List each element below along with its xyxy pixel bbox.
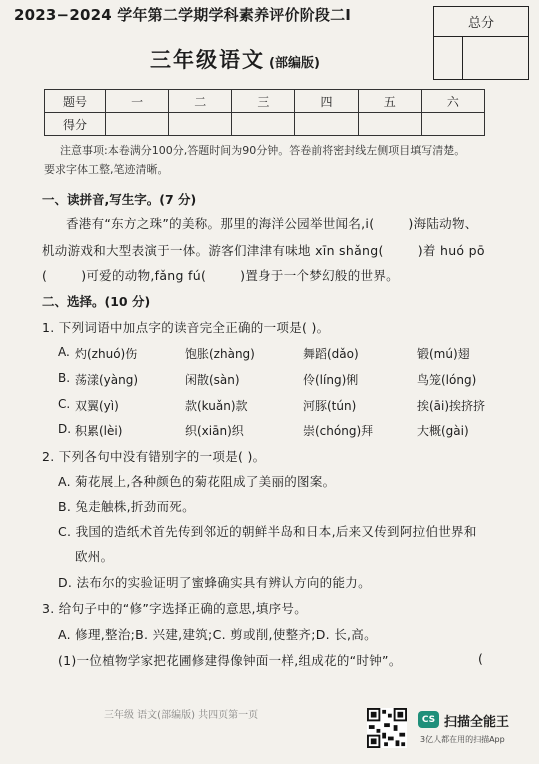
q1-option-b-item-4: 鸟笼(lóng) [417,373,477,387]
camscanner-tagline: 3亿人都在用的扫描App [420,735,505,744]
notice-line-1: 注意事项:本卷满分100分,答题时间为90分钟。答卷前将密封线左侧项目填写清楚。 [60,144,466,157]
section1-line3-text-c: )置身于一个梦幻般的世界。 [240,268,399,283]
section2-heading: 二、选择。(10 分) [42,294,151,309]
section1-line-3 [42,266,399,284]
section1-line1-text-a: 香港有“东方之珠”的美称。那里的海洋公园举世闻名,i( [66,216,375,231]
q2-option-b: B. 兔走触株,折劲而死。 [58,499,195,514]
q1-option-b-label: B. [58,371,71,385]
score-cell-q2: 二 [169,90,232,113]
score-input-q6[interactable] [421,113,484,136]
q1-option-a-item-1: 灼(zhuó)伤 [75,347,138,361]
q1-option-d-item-2: 织(xiān)织 [185,424,244,438]
score-cell-label: 得分 [45,113,106,136]
pinyin-fangfu: fǎng fú( [154,268,207,283]
q1-option-b-item-1: 荡漾(yàng) [75,373,139,387]
q1-stem: 1. 下列词语中加点字的读音完全正确的一项是( )。 [42,320,330,335]
section1-line3-text-b: )可爱的动物, [81,268,155,283]
score-table [44,89,485,136]
q2-option-d: D. 法布尔的实验证明了蜜蜂确实具有辨认方向的能力。 [58,575,371,590]
score-input-q1[interactable] [106,113,169,136]
score-cell-header: 题号 [45,90,106,113]
q3-subquestion-1: (1)一位植物学家把花圃修建得像钟面一样,组成花的“时钟”。 [58,653,402,668]
score-input-q3[interactable] [232,113,295,136]
score-cell-q4: 四 [295,90,358,113]
edition-label: (部编版) [269,56,320,71]
q1-option-d-label: D. [58,422,72,436]
total-score-box [433,6,529,80]
q1-option-b-item-2: 闲散(sàn) [185,373,240,387]
score-input-q4[interactable] [295,113,358,136]
q3-answer-paren: ( [478,651,484,666]
q1-option-a-label: A. [58,345,70,359]
q1-option-a-item-4: 锻(mú)翅 [417,347,470,361]
q1-option-c-item-3: 河豚(tún) [303,399,357,413]
q1-option-c-item-4: 挨(āi)挨挤挤 [417,399,486,413]
notice-line-2: 要求字体工整,笔迹清晰。 [44,163,169,176]
score-cell-q6: 六 [421,90,484,113]
camscanner-brand: 扫描全能王 [444,715,510,730]
q2-option-a: A. 菊花展上,各种颜色的菊花阻成了美丽的图案。 [58,474,336,489]
section1-heading: 一、读拼音,写生字。(7 分) [42,192,197,207]
score-input-q5[interactable] [358,113,421,136]
score-table-row-numbers [45,90,485,113]
section1-line3-text-a: ( [42,268,48,283]
total-score-divider [462,37,463,80]
pinyin-huopo: huó pō [439,243,485,258]
q1-option-c-label: C. [58,397,71,411]
exam-subtitle [150,44,320,74]
q2-option-c-line-1: C. 我国的造纸术首先传到邻近的朝鲜半岛和日本,后来又传到阿拉伯世界和 [58,524,477,539]
score-table-row-scores [45,113,485,136]
score-cell-q1: 一 [106,90,169,113]
section1-line1-text-b: )海陆动物、 [408,216,478,231]
q1-option-c-item-2: 款(kuǎn)款 [185,399,248,413]
exam-title: 2023−2024 学年第二学期学科素养评价阶段二Ⅰ [14,6,352,24]
total-score-label: 总分 [434,7,528,37]
section1-line2-text-b: )着 [417,243,436,258]
page-footer-text: 三年级 语文(部编版) 共四页第一页 [104,710,259,721]
q1-option-a-item-2: 饱胀(zhàng) [185,347,255,361]
pinyin-xinshang: xīn shǎng( [315,243,384,258]
section1-line-1 [66,214,478,232]
q1-option-d-item-3: 崇(chóng)拜 [303,424,374,438]
q3-stem: 3. 给句子中的“修”字选择正确的意思,填序号。 [42,601,308,616]
qr-code-icon [367,708,407,748]
q1-option-c-item-1: 双翼(yì) [75,399,119,413]
camscanner-logo-icon: CS [418,711,439,728]
q2-stem: 2. 下列各句中没有错别字的一项是( )。 [42,449,266,464]
score-cell-q3: 三 [232,90,295,113]
q1-option-d-item-4: 大概(gài) [417,424,469,438]
section1-line-2 [42,241,485,259]
q3-options: A. 修理,整治;B. 兴建,建筑;C. 剪或削,使整齐;D. 长,高。 [58,627,377,642]
q1-option-a-item-3: 舞蹈(dǎo) [303,347,359,361]
subject-title: 三年级语文 [150,48,265,72]
score-input-q2[interactable] [169,113,232,136]
q1-option-d-item-1: 积累(lèi) [75,424,123,438]
score-cell-q5: 五 [358,90,421,113]
q2-option-c-line-2: 欧州。 [75,549,114,564]
section1-line2-text-a: 机动游戏和大型表演于一体。游客们津津有味地 [42,243,311,258]
q1-option-b-item-3: 伶(líng)俐 [303,373,359,387]
